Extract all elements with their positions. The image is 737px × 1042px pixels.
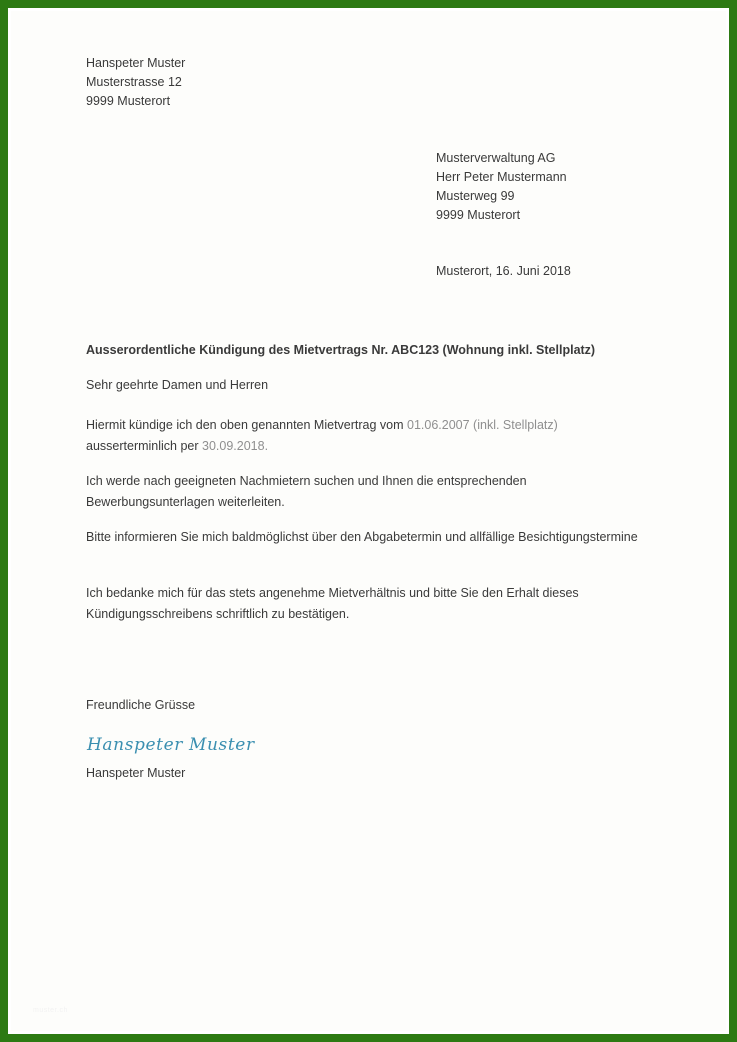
sender-city: 9999 Musterort	[86, 94, 171, 108]
paragraph-successor: Ich werde nach geeigneten Nachmietern suchen und Ihnen die entsprechenden Bewerbungsunterlagen weiterleiten.	[86, 474, 527, 509]
subject-line: Ausserordentliche Kündigung des Mietvertrags Nr. ABC123 (Wohnung inkl. Stellplatz)	[86, 343, 596, 357]
termination-date: 30.09.2018.	[202, 439, 269, 453]
signature-printed-name: Hanspeter Muster	[86, 766, 186, 780]
closing-greeting: Freundliche Grüsse	[86, 698, 196, 712]
recipient-contact: Herr Peter Mustermann	[436, 170, 567, 184]
paragraph-termination	[86, 415, 646, 457]
recipient-street: Musterweg 99	[436, 189, 515, 203]
sender-street: Musterstrasse 12	[86, 75, 182, 89]
sender-name: Hanspeter Muster	[86, 56, 186, 70]
paragraph-thanks: Ich bedanke mich für das stets angenehme Mietverhältnis und bitte Sie den Erhalt dieses Kündigungsschreibens schriftlich zu bestätigen.	[86, 586, 579, 621]
page-watermark: muster.ch	[33, 1007, 68, 1014]
recipient-company: Musterverwaltung AG	[436, 151, 556, 165]
termination-lead-text: Hiermit kündige ich den oben genannten Mietvertrag vom	[86, 418, 408, 432]
handwritten-signature: Hanspeter Muster	[87, 735, 255, 755]
recipient-city: 9999 Musterort	[436, 208, 521, 222]
paragraph-handover: Bitte informieren Sie mich baldmöglichst über den Abgabetermin und allfällige Besichtigungstermine	[86, 530, 638, 544]
contract-start-date: 01.06.2007 (inkl. Stellplatz)	[407, 418, 558, 432]
termination-middle-text: ausserterminlich per	[86, 439, 203, 453]
sender-address-block	[86, 54, 185, 111]
place-and-date: Musterort, 16. Juni 2018	[436, 264, 571, 278]
recipient-address-block	[436, 149, 567, 225]
salutation: Sehr geehrte Damen und Herren	[86, 378, 269, 392]
letter-page	[11, 11, 726, 1031]
page-frame-inner-gap	[8, 8, 729, 1034]
